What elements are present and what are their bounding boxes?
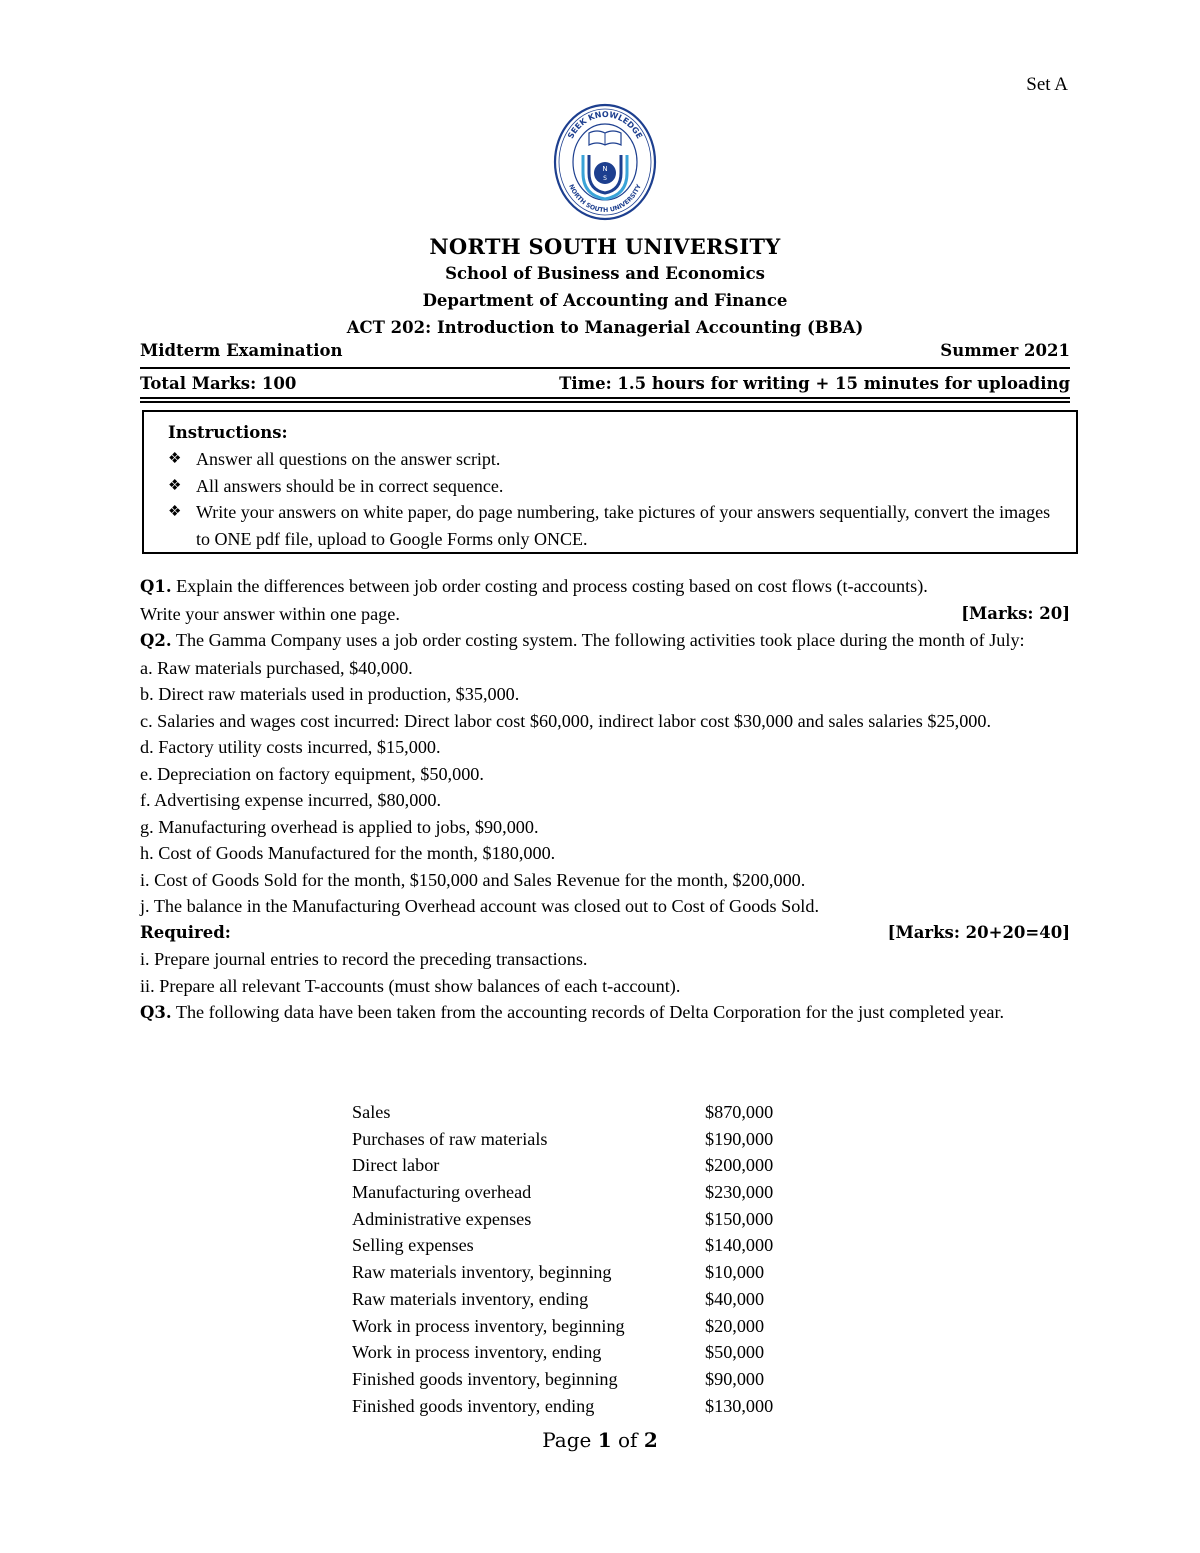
page-total: 2 [643, 1428, 658, 1452]
table-row: Raw materials inventory, ending $40,000 [352, 1288, 765, 1309]
svg-text:S: S [603, 175, 607, 182]
table-row: Raw materials inventory, beginning $10,000 [352, 1262, 765, 1283]
instruction-item: ❖ Answer all questions on the answer script. [168, 446, 1056, 473]
exam-type: Midterm Examination [140, 341, 343, 360]
table-row: Direct labor $200,000 [352, 1155, 774, 1176]
table-row: Purchases of raw materials $190,000 [352, 1128, 774, 1149]
instructions-box [142, 410, 1078, 554]
table-row: Finished goods inventory, ending $130,000 [352, 1395, 774, 1416]
university-name: NORTH SOUTH UNIVERSITY [429, 234, 781, 259]
exam-time: Time: 1.5 hours for writing + 15 minutes for uploading [559, 374, 1070, 393]
page-current: 1 [597, 1428, 612, 1452]
diamond-bullet-icon: ❖ [168, 477, 182, 494]
double-divider-top [140, 397, 1070, 399]
q3-label: Q3. [140, 1003, 172, 1022]
header-divider [140, 367, 1070, 369]
course-title: ACT 202: Introduction to Managerial Accounting (BBA) [346, 318, 864, 337]
exam-info-row [140, 341, 1070, 360]
q2-marks: [Marks: 20+20=40] [887, 922, 1070, 942]
exam-term: Summer 2021 [940, 341, 1070, 360]
diamond-bullet-icon: ❖ [168, 451, 182, 467]
instructions-list [168, 446, 1056, 552]
q2-label: Q2. [140, 631, 172, 650]
set-label: Set A [1026, 74, 1068, 95]
instruction-item: ❖ All answers should be in correct sequence. [168, 473, 1056, 500]
total-marks: Total Marks: 100 [140, 374, 297, 393]
marks-time-row [140, 374, 1070, 393]
q2-intro: Q2. The Gamma Company uses a job order costing system. The following activities took place during the month of July: [140, 630, 1025, 650]
page-footer [0, 1428, 1200, 1452]
q2-item-a: a. Raw materials purchased, $40,000. [140, 657, 413, 678]
double-divider-bottom [140, 401, 1070, 403]
table-row: Work in process inventory, beginning $20,000 [352, 1315, 765, 1336]
q2-required-row [140, 920, 1070, 947]
q1-line2: Write your answer within one page. [Marks: 20] [140, 601, 1070, 628]
q2-item-i: i. Cost of Goods Sold for the month, $150,000 and Sales Revenue for the month, $200,000. [140, 869, 806, 890]
table-row: Manufacturing overhead $230,000 [352, 1182, 774, 1203]
q2-item-g: g. Manufacturing overhead is applied to jobs, $90,000. [140, 816, 539, 837]
q3-data-table [352, 1102, 773, 1422]
university-seal-logo [553, 103, 657, 221]
q2-item-d: d. Factory utility costs incurred, $15,000. [140, 737, 441, 757]
q2-item-j: j. The balance in the Manufacturing Overhead account was closed out to Cost of Goods Sold. [140, 896, 820, 916]
seal-top-text: SEEK KNOWLEDGE [566, 109, 644, 141]
q2-required-ii: ii. Prepare all relevant T-accounts (must show balances of each t-account). [140, 975, 681, 996]
q3-intro: Q3. The following data have been taken from the accounting records of Delta Corporation for the just completed year. [140, 1002, 1005, 1022]
q2-item-h: h. Cost of Goods Manufactured for the month, $180,000. [140, 843, 556, 863]
table-row: Administrative expenses $150,000 [352, 1208, 774, 1229]
department-name: Department of Accounting and Finance [422, 291, 788, 310]
table-row: Work in process inventory, ending $50,000 [352, 1342, 765, 1363]
q2-item-b: b. Direct raw materials used in production, $35,000. [140, 684, 520, 704]
q2-item-e: e. Depreciation on factory equipment, $50,000. [140, 763, 484, 784]
q2-required-i: i. Prepare journal entries to record the preceding transactions. [140, 949, 588, 969]
q2-item-c: c. Salaries and wages cost incurred: Direct labor cost $60,000, indirect labor cost $30,000 and sales salaries $25,000. [140, 710, 992, 731]
exam-header [140, 234, 1070, 341]
instruction-item: ❖ Write your answers on white paper, do page numbering, take pictures of your answers sequentially, convert the images to ONE pdf file, upload to Google Forms only ONCE. [168, 499, 1056, 552]
q2-required-label: Required: [140, 922, 231, 942]
diamond-bullet-icon: ❖ [168, 504, 182, 520]
q1-label: Q1. [140, 577, 172, 596]
table-row: Selling expenses $140,000 [352, 1235, 774, 1256]
questions-body [140, 573, 1070, 1027]
q1-marks: [Marks: 20] [961, 603, 1070, 623]
table-row: Finished goods inventory, beginning $90,000 [352, 1368, 765, 1389]
q2-item-f: f. Advertising expense incurred, $80,000. [140, 790, 442, 810]
q1-line1: Q1. Explain the differences between job order costing and process costing based on cost flows (t-accounts). [140, 576, 928, 596]
school-name: School of Business and Economics [445, 264, 765, 283]
seal-bottom-text: NORTH SOUTH UNIVERSITY [567, 183, 643, 215]
instructions-title: Instructions: [168, 423, 288, 442]
page-word: Page [542, 1428, 592, 1452]
of-word: of [618, 1428, 638, 1452]
svg-text:N: N [602, 165, 608, 173]
table-row: Sales $870,000 [352, 1102, 774, 1122]
